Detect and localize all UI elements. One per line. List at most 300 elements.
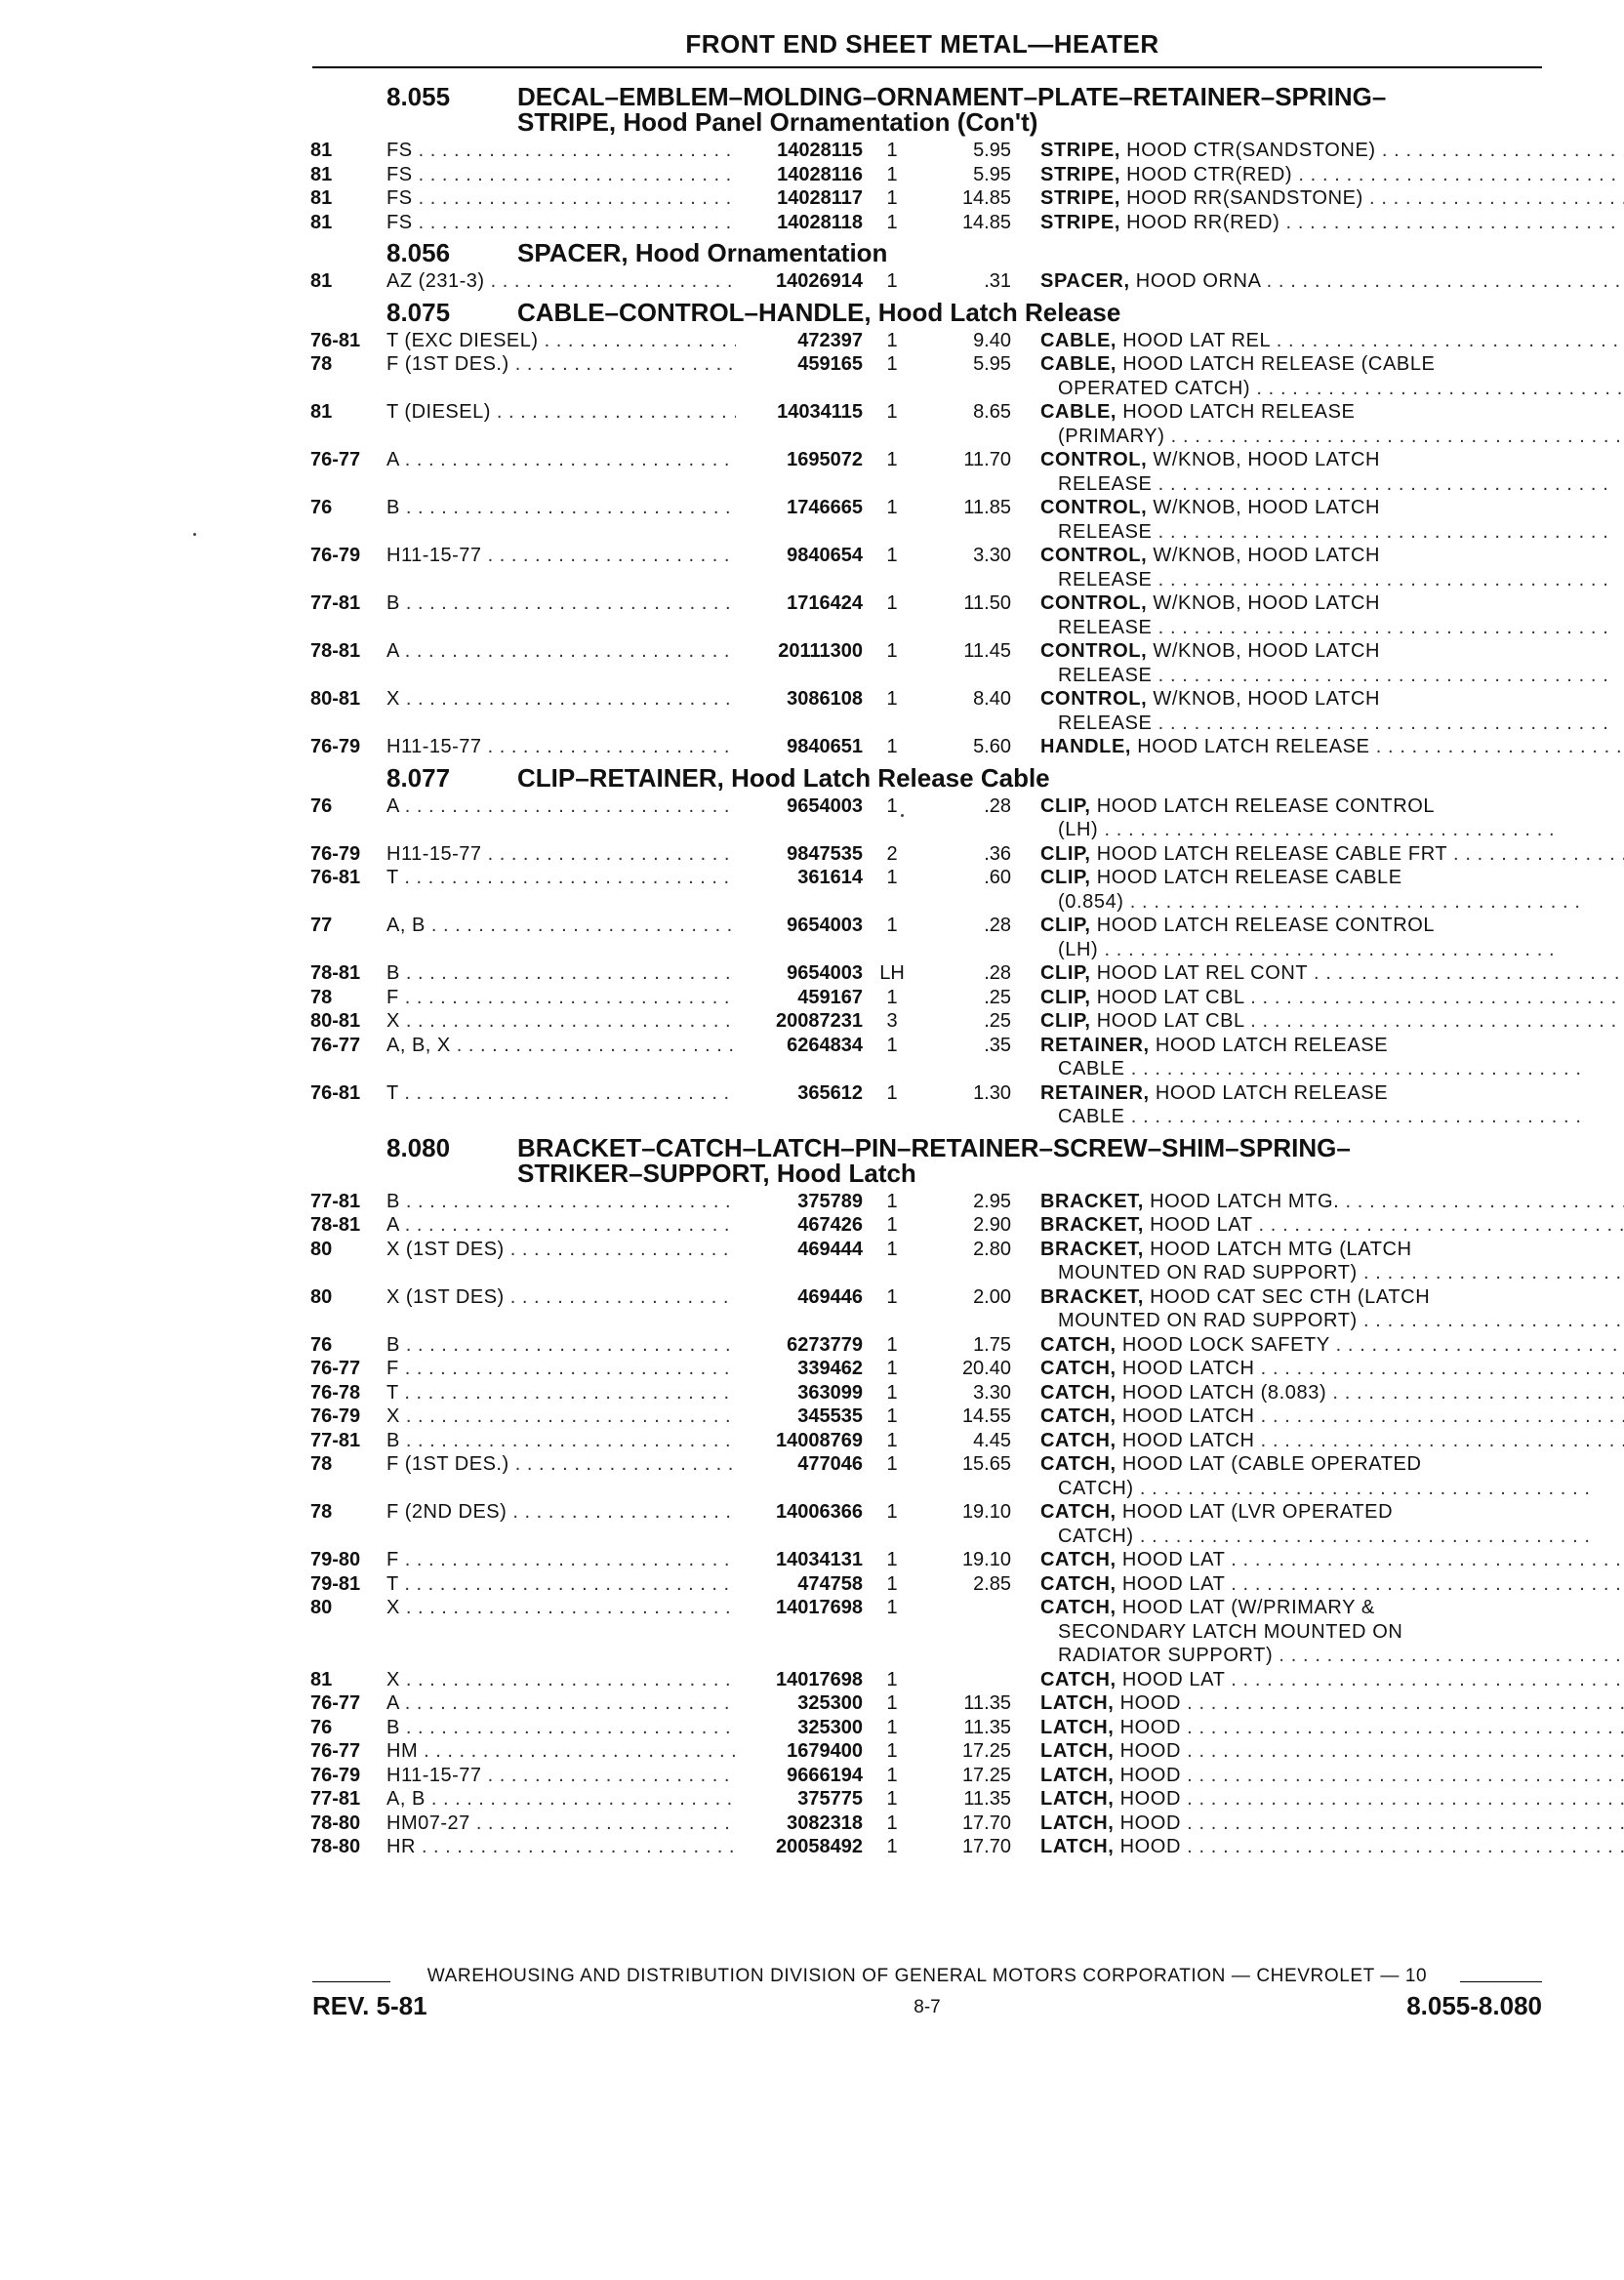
model-years: 81 <box>310 211 333 233</box>
section-title <box>517 84 1542 135</box>
quantity: 1 <box>886 545 898 566</box>
description-text: HOOD LAT <box>1150 1214 1253 1236</box>
description-text: RELEASE <box>1058 568 1153 590</box>
car-series: F . . . <box>386 986 736 1010</box>
part-row <box>310 352 1542 400</box>
description-text: HOOD LAT <box>1121 1549 1226 1570</box>
car-series: HR . . . <box>386 1835 736 1859</box>
description-text: MOUNTED ON RAD SUPPORT) <box>1058 1310 1358 1331</box>
car-series: FS . . . <box>386 211 736 235</box>
part-row <box>310 186 1542 211</box>
quantity: 1 <box>886 1549 898 1570</box>
quantity: 1 <box>886 1716 898 1738</box>
model-years: 81 <box>310 401 333 423</box>
quantity: 1 <box>886 1812 898 1834</box>
description-text: HOOD LATCH RELEASE CONTROL <box>1096 794 1436 817</box>
part-row <box>310 1716 1542 1740</box>
description-noun: RETAINER, <box>1040 1034 1150 1056</box>
part-description <box>1011 639 1608 687</box>
description-noun: CATCH, <box>1040 1597 1116 1618</box>
description-line <box>1040 1620 1624 1645</box>
part-description <box>1011 961 1624 986</box>
car-series: H11-15-77 . . . <box>386 544 736 568</box>
description-text: W/KNOB, HOOD LATCH <box>1153 640 1381 662</box>
list-price: 11.70 <box>963 449 1011 470</box>
part-row <box>310 1333 1542 1358</box>
list-price: .28 <box>984 962 1011 984</box>
part-description <box>1011 794 1555 842</box>
part-description <box>1011 1596 1624 1668</box>
description-text: HOOD LATCH <box>1121 1429 1255 1451</box>
part-row <box>310 1213 1542 1238</box>
quantity: 1 <box>886 688 898 710</box>
description-text: W/KNOB, HOOD LATCH <box>1153 592 1381 614</box>
section-heading <box>310 1132 1542 1188</box>
description-line <box>1040 712 1608 736</box>
description-line <box>1040 1668 1624 1692</box>
section-range: 8.055-8.080 <box>1406 1991 1542 2020</box>
part-number: 339462 <box>797 1358 863 1379</box>
list-price: 17.25 <box>961 1764 1011 1786</box>
list-price: .31 <box>984 270 1011 292</box>
quantity: 1 <box>886 1214 898 1236</box>
description-noun: LATCH, <box>1040 1692 1115 1714</box>
section-heading <box>310 297 1542 327</box>
catalog-section <box>310 297 1542 759</box>
list-price: .36 <box>984 842 1011 865</box>
quantity: 1 <box>886 1381 898 1404</box>
part-description <box>1011 1739 1624 1764</box>
part-row <box>310 211 1542 235</box>
description-noun: CABLE, <box>1040 353 1117 375</box>
part-description <box>1011 866 1580 914</box>
description-text: RADIATOR SUPPORT) <box>1058 1645 1274 1666</box>
list-price: .28 <box>984 915 1011 936</box>
description-text: HOOD LATCH RELEASE <box>1137 736 1370 757</box>
description-text: CATCH) <box>1058 1525 1134 1547</box>
description-noun: CONTROL, <box>1040 640 1148 662</box>
quantity: 1 <box>886 1572 898 1595</box>
part-number: 14028118 <box>777 211 863 233</box>
description-text: HOOD LATCH <box>1121 1358 1255 1379</box>
part-description <box>1011 986 1624 1010</box>
part-row <box>310 163 1542 187</box>
part-row <box>310 1812 1542 1836</box>
model-years: 78 <box>310 1501 333 1523</box>
description-text: HOOD CTR(SANDSTONE) <box>1126 140 1376 161</box>
list-price: 11.35 <box>963 1788 1011 1810</box>
description-text: RELEASE <box>1058 616 1153 638</box>
description-text: HOOD RR(SANDSTONE) <box>1126 187 1363 209</box>
description-noun: RETAINER, <box>1040 1081 1150 1104</box>
description-line <box>1040 591 1608 616</box>
car-series: F (2ND DES) . . . <box>386 1500 736 1525</box>
car-series: X . . . <box>386 687 736 712</box>
model-years: 80-81 <box>310 688 361 710</box>
model-years: 76 <box>310 794 333 817</box>
description-text: RELEASE <box>1058 520 1153 543</box>
quantity: 1 <box>886 1501 898 1523</box>
description-line <box>1040 1477 1591 1501</box>
car-series: AZ (231-3) . . . <box>386 269 736 294</box>
model-years: 78-81 <box>310 962 361 984</box>
model-years: 76-77 <box>310 1034 361 1056</box>
description-line <box>1040 1333 1624 1358</box>
description-text: W/KNOB, HOOD LATCH <box>1153 545 1381 566</box>
catalog-section <box>310 84 1542 234</box>
description-noun: CATCH, <box>1040 1501 1116 1523</box>
car-series: F (1ST DES.) . . . <box>386 352 736 377</box>
part-row <box>310 1381 1542 1405</box>
model-years: 76 <box>310 1716 333 1738</box>
part-description <box>1011 1500 1591 1548</box>
list-price: 17.25 <box>961 1740 1011 1762</box>
part-description <box>1011 1285 1624 1333</box>
car-series: T . . . <box>386 1081 736 1106</box>
description-line <box>1040 1213 1624 1238</box>
part-row <box>310 1452 1542 1500</box>
model-years: 76-79 <box>310 736 361 757</box>
quantity: 1 <box>886 1429 898 1451</box>
quantity: 1 <box>886 353 898 375</box>
model-years: 80 <box>310 1597 333 1618</box>
quantity: 1 <box>886 1238 898 1260</box>
description-noun: CATCH, <box>1040 1668 1116 1690</box>
car-series: FS . . . <box>386 163 736 187</box>
description-noun: LATCH, <box>1040 1836 1115 1857</box>
description-text: HOOD ORNA <box>1135 270 1261 292</box>
list-price: 11.35 <box>963 1716 1011 1738</box>
part-description <box>1011 1190 1624 1214</box>
model-years: 78-81 <box>310 640 361 662</box>
list-price: 1.30 <box>973 1081 1011 1104</box>
part-number: 1746665 <box>787 497 863 518</box>
section-title <box>517 1132 1542 1188</box>
part-number: 6264834 <box>787 1034 863 1056</box>
model-years: 79-80 <box>310 1549 361 1570</box>
description-line <box>1040 938 1555 962</box>
quantity: 1 <box>886 1081 898 1104</box>
part-description <box>1011 1548 1624 1572</box>
model-years: 76 <box>310 497 333 518</box>
part-number: 1679400 <box>787 1740 863 1762</box>
description-line <box>1040 1812 1624 1836</box>
list-price: 4.45 <box>973 1429 1011 1451</box>
part-row <box>310 1081 1542 1129</box>
description-line <box>1040 687 1608 712</box>
description-line <box>1040 1057 1582 1081</box>
car-series: T . . . <box>386 866 736 890</box>
description-text: HOOD <box>1119 1836 1182 1857</box>
part-number: 472397 <box>797 329 863 351</box>
section-title-line: SPACER, Hood Ornamentation <box>517 238 888 267</box>
model-years: 80-81 <box>310 1010 361 1032</box>
description-text: HOOD <box>1119 1812 1182 1834</box>
catalog-section <box>310 240 1542 294</box>
part-number: 459167 <box>797 986 863 1008</box>
description-text: HOOD LATCH RELEASE <box>1155 1034 1389 1056</box>
description-text: HOOD LATCH MTG (LATCH <box>1150 1238 1412 1260</box>
part-description <box>1011 448 1608 496</box>
car-series: B . . . <box>386 496 736 520</box>
footer-rule-right <box>1460 1981 1542 1982</box>
list-price: 2.90 <box>973 1214 1011 1236</box>
description-text: HOOD LAT REL <box>1122 329 1271 351</box>
part-description <box>1011 329 1624 353</box>
part-number: 375789 <box>797 1190 863 1212</box>
description-text: MOUNTED ON RAD SUPPORT) <box>1058 1262 1358 1283</box>
model-years: 77-81 <box>310 1190 361 1212</box>
part-description <box>1011 1238 1624 1285</box>
model-years: 76-77 <box>310 1358 361 1379</box>
model-years: 77 <box>310 915 333 936</box>
description-line <box>1040 568 1608 592</box>
car-series: X . . . <box>386 1009 736 1034</box>
description-line <box>1040 1739 1624 1764</box>
list-price: .35 <box>984 1034 1011 1056</box>
description-noun: CABLE, <box>1040 329 1117 351</box>
quantity: 1 <box>886 1836 898 1857</box>
part-number: 14034115 <box>777 401 863 423</box>
list-price: 17.70 <box>961 1812 1011 1834</box>
description-noun: BRACKET, <box>1040 1190 1144 1212</box>
description-line <box>1040 1261 1624 1285</box>
part-row <box>310 1787 1542 1812</box>
description-line <box>1040 425 1621 449</box>
description-line <box>1040 1548 1624 1572</box>
part-row <box>310 1034 1542 1081</box>
page-number: 8-7 <box>914 1997 941 2017</box>
car-series: X . . . <box>386 1668 736 1692</box>
description-line <box>1040 914 1555 938</box>
car-series: B . . . <box>386 591 736 616</box>
description-line <box>1040 1190 1624 1214</box>
part-row <box>310 269 1542 294</box>
section-title-line: BRACKET–CATCH–LATCH–PIN–RETAINER–SCREW–SHIM–SPRING– <box>517 1132 1351 1162</box>
part-description <box>1011 352 1624 400</box>
car-series: X (1ST DES) . . . <box>386 1238 736 1262</box>
part-number: 14026914 <box>776 270 863 292</box>
description-noun: SPACER, <box>1040 270 1130 292</box>
part-row <box>310 961 1542 986</box>
part-number: 14028116 <box>777 163 863 185</box>
description-text: OPERATED CATCH) <box>1058 377 1251 399</box>
description-text: HOOD <box>1119 1764 1182 1786</box>
quantity: 1 <box>886 1405 898 1427</box>
section-title <box>517 762 1542 793</box>
part-description <box>1011 735 1624 759</box>
car-series: H11-15-77 . . . <box>386 1764 736 1788</box>
part-description <box>1011 1213 1624 1238</box>
part-row <box>310 400 1542 448</box>
description-line <box>1040 544 1608 568</box>
part-row <box>310 794 1542 842</box>
car-series: F . . . <box>386 1548 736 1572</box>
description-line <box>1040 1285 1624 1310</box>
quantity: 1 <box>886 1764 898 1786</box>
part-description <box>1011 400 1621 448</box>
car-series: H11-15-77 . . . <box>386 842 736 867</box>
part-number: 14017698 <box>776 1668 863 1690</box>
list-price: 11.45 <box>963 640 1011 662</box>
part-number: 9666194 <box>787 1764 863 1786</box>
part-description <box>1011 496 1608 544</box>
description-text: HOOD LAT REL CONT <box>1096 962 1308 984</box>
part-number: 14008769 <box>776 1429 863 1451</box>
part-description <box>1011 1009 1624 1034</box>
car-series: X . . . <box>386 1596 736 1620</box>
description-line <box>1040 639 1608 664</box>
quantity: 1 <box>886 497 898 518</box>
description-text: (PRIMARY) <box>1058 425 1165 447</box>
part-description <box>1011 544 1608 591</box>
description-text: HOOD LATCH RELEASE CABLE <box>1096 867 1402 888</box>
model-years: 80 <box>310 1285 333 1308</box>
description-line <box>1040 986 1624 1010</box>
footer-rule-left <box>312 1981 390 1982</box>
description-line <box>1040 211 1624 235</box>
catalog-section <box>310 762 1542 1129</box>
description-text: HOOD LAT CBL <box>1096 986 1245 1008</box>
part-row <box>310 496 1542 544</box>
list-price: 5.60 <box>973 736 1011 757</box>
model-years: 81 <box>310 163 333 185</box>
description-line <box>1040 1835 1624 1859</box>
list-price: .28 <box>984 794 1011 817</box>
description-text: HOOD LOCK SAFETY <box>1121 1333 1330 1356</box>
car-series: T (DIESEL) . . . <box>386 400 736 425</box>
car-series: T (EXC DIESEL) . . . <box>386 329 736 353</box>
section-title <box>517 297 1542 327</box>
quantity: 1 <box>886 401 898 423</box>
description-text: HOOD LAT (LVR OPERATED <box>1121 1501 1394 1523</box>
description-noun: LATCH, <box>1040 1716 1115 1738</box>
model-years: 81 <box>310 140 333 161</box>
description-text: HOOD LATCH RELEASE (CABLE <box>1122 353 1436 375</box>
part-description <box>1011 1429 1624 1453</box>
description-line <box>1040 1034 1582 1058</box>
quantity: 2 <box>886 842 898 865</box>
model-years: 78 <box>310 1453 333 1475</box>
description-line <box>1040 329 1624 353</box>
quantity: 1 <box>886 140 898 161</box>
car-series: F . . . <box>386 1357 736 1381</box>
section-title <box>517 240 1542 265</box>
description-text: RELEASE <box>1058 712 1153 734</box>
description-text: HOOD LATCH MTG. <box>1150 1190 1340 1212</box>
model-years: 78-81 <box>310 1214 361 1236</box>
description-text: HOOD <box>1119 1788 1182 1810</box>
part-description <box>1011 1452 1591 1500</box>
description-text: HOOD LATCH RELEASE CONTROL <box>1096 915 1436 936</box>
part-number: 325300 <box>797 1692 863 1714</box>
part-description <box>1011 1668 1624 1692</box>
quantity: 1 <box>886 1597 898 1618</box>
list-price: .60 <box>984 867 1011 888</box>
description-text: HOOD LATCH (8.083) <box>1121 1381 1327 1404</box>
model-years: 76-81 <box>310 329 361 351</box>
description-text: HOOD LATCH RELEASE <box>1155 1081 1389 1104</box>
list-price: 8.65 <box>973 401 1011 423</box>
part-row <box>310 591 1542 639</box>
description-noun: STRIPE, <box>1040 211 1120 233</box>
part-description <box>1011 1081 1582 1129</box>
car-series: FS . . . <box>386 186 736 211</box>
part-row <box>310 842 1542 867</box>
list-price: 19.10 <box>961 1501 1011 1523</box>
part-description <box>1011 1381 1624 1405</box>
section-heading <box>310 84 1542 135</box>
description-line <box>1040 616 1608 640</box>
part-number: 361614 <box>797 867 863 888</box>
quantity: 1 <box>886 867 898 888</box>
description-text: W/KNOB, HOOD LATCH <box>1153 688 1381 710</box>
description-line <box>1040 400 1621 425</box>
part-description <box>1011 186 1624 211</box>
description-text: CABLE <box>1058 1058 1125 1079</box>
model-years: 76-79 <box>310 1764 361 1786</box>
revision-label: REV. 5-81 <box>312 1991 427 2020</box>
section-heading <box>310 762 1542 793</box>
description-noun: BRACKET, <box>1040 1214 1144 1236</box>
car-series: X . . . <box>386 1405 736 1429</box>
description-line <box>1040 1691 1624 1716</box>
part-row <box>310 986 1542 1010</box>
quantity: LH <box>879 962 905 984</box>
part-number: 14028117 <box>777 187 863 209</box>
quantity: 1 <box>886 986 898 1008</box>
list-price: 14.55 <box>961 1405 1011 1427</box>
quantity: 1 <box>886 640 898 662</box>
part-number: 14034131 <box>776 1549 863 1570</box>
quantity: 1 <box>886 1788 898 1810</box>
description-noun: CABLE, <box>1040 401 1117 423</box>
list-price: 2.00 <box>973 1285 1011 1308</box>
car-series: A . . . <box>386 1213 736 1238</box>
quantity: 1 <box>886 1668 898 1690</box>
part-row <box>310 866 1542 914</box>
model-years: 76-79 <box>310 1405 361 1427</box>
description-noun: BRACKET, <box>1040 1285 1144 1308</box>
car-series: B . . . <box>386 961 736 986</box>
description-text: HOOD LAT <box>1121 1572 1226 1595</box>
quantity: 1 <box>886 1034 898 1056</box>
list-price: 11.85 <box>963 497 1011 518</box>
part-number: 469444 <box>797 1238 863 1260</box>
car-series: T . . . <box>386 1381 736 1405</box>
model-years: 81 <box>310 270 333 292</box>
description-line <box>1040 1644 1624 1668</box>
quantity: 1 <box>886 187 898 209</box>
quantity: 1 <box>886 1453 898 1475</box>
description-line <box>1040 1787 1624 1812</box>
part-number: 365612 <box>797 1081 863 1104</box>
description-noun: CLIP, <box>1040 1010 1091 1032</box>
part-row <box>310 735 1542 759</box>
description-noun: BRACKET, <box>1040 1238 1144 1260</box>
list-price: 8.40 <box>973 688 1011 710</box>
car-series: A . . . <box>386 1691 736 1716</box>
part-row <box>310 1764 1542 1788</box>
part-number: 20111300 <box>778 640 863 662</box>
list-price: 17.70 <box>961 1836 1011 1857</box>
description-noun: CLIP, <box>1040 867 1091 888</box>
list-price: 2.95 <box>973 1190 1011 1212</box>
section-number: 8.055 <box>386 82 451 111</box>
quantity: 1 <box>886 915 898 936</box>
part-number: 9654003 <box>787 794 863 817</box>
description-text: (LH) <box>1058 819 1099 840</box>
